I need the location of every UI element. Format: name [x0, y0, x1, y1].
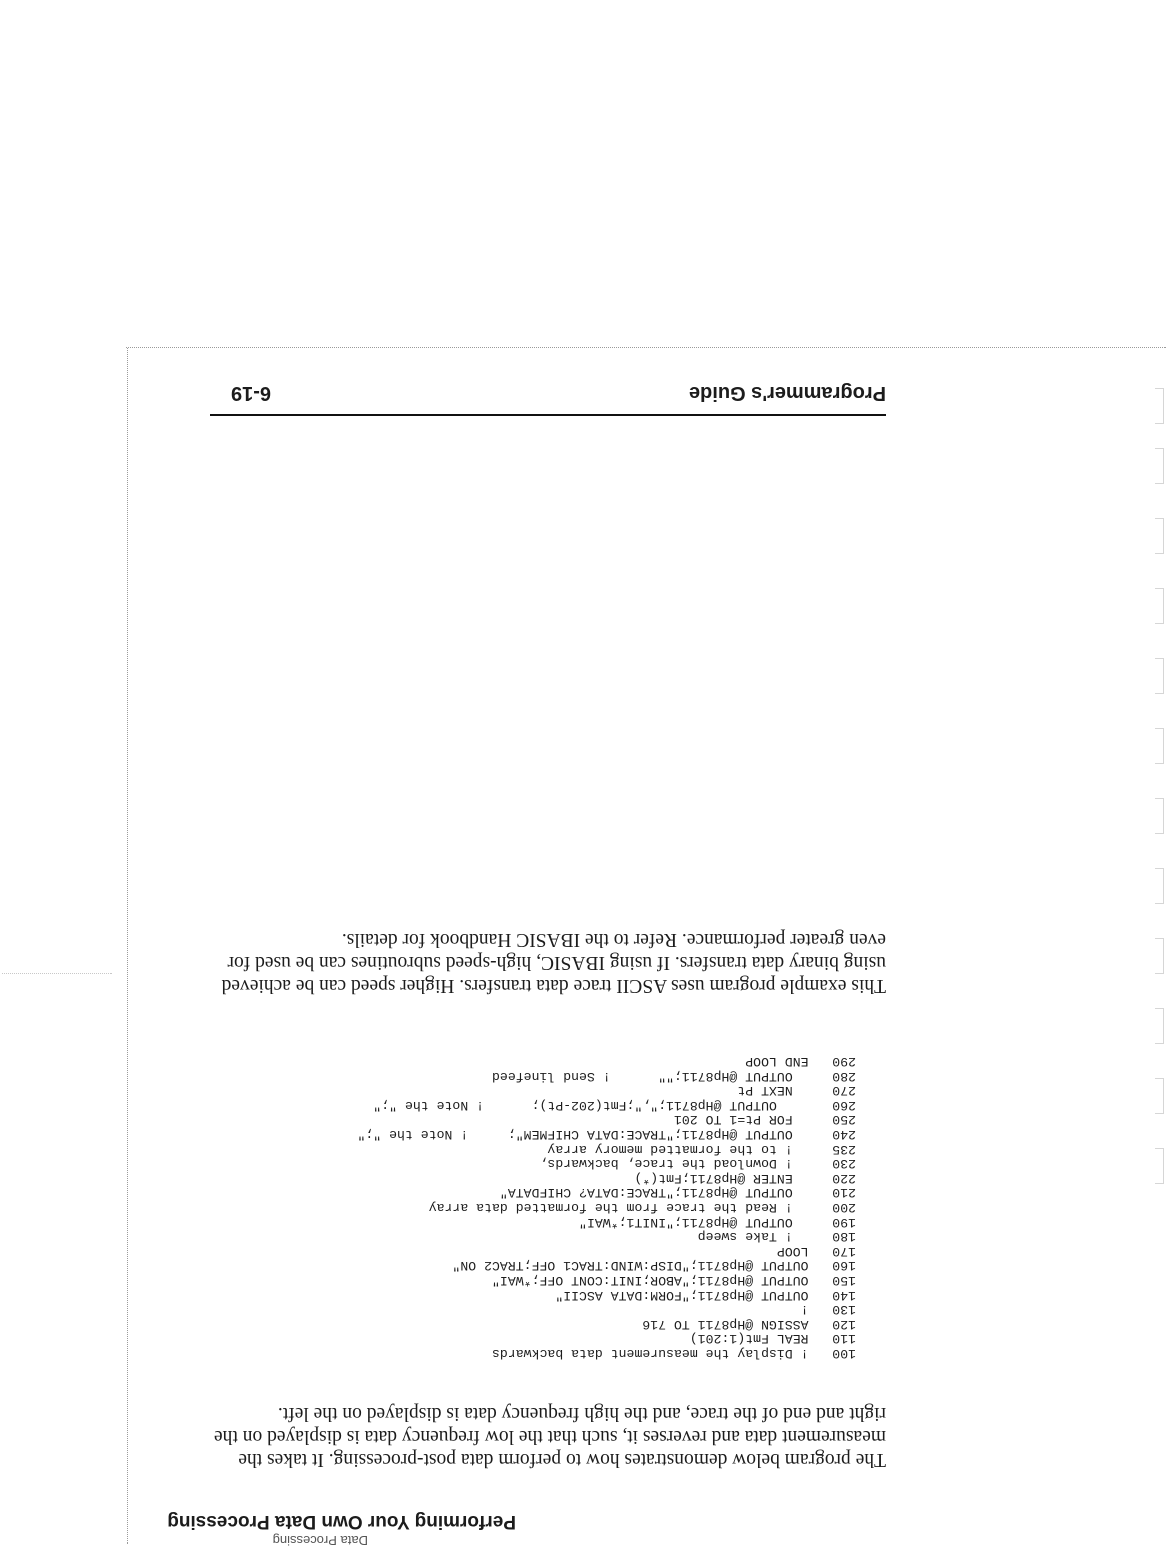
scan-artifact	[2, 973, 112, 974]
section-header: Performing Your Own Data Processing	[167, 1511, 516, 1532]
code-line: 180 ! Take sweep	[697, 1229, 856, 1245]
binding-mark	[1155, 388, 1164, 424]
code-line: 130 !	[800, 1302, 856, 1318]
page-edge-vertical	[127, 348, 128, 1544]
code-line: 290 END LOOP	[745, 1054, 856, 1070]
outro-paragraph: This example program uses ASCII trace data transfers. Higher speed can be achieved using binary data transfers. If using IBASIC, high-speed subroutines can be used for even greater performance. Refer to the IBASIC Handbook for details.	[221, 929, 886, 996]
code-listing	[216, 1054, 856, 1360]
binding-mark	[1155, 658, 1164, 694]
code-line: 230 ! Download the trace, backwards,	[539, 1156, 856, 1172]
binding-mark	[1155, 518, 1164, 554]
cut-off-header-fragment: Data Processing	[272, 1533, 368, 1548]
code-line: 260 OUTPUT @Hp8711;",";Fmt(202-Pt); ! Note the ";"	[373, 1097, 856, 1113]
code-line: 220 ENTER @Hp8711;Fmt(*)	[634, 1170, 856, 1186]
code-line: 280 OUTPUT @Hp8711;"" ! Send linefeed	[491, 1068, 856, 1084]
code-line: 120 ASSIGN @Hp8711 TO 716	[642, 1316, 856, 1332]
code-line: 210 OUTPUT @Hp8711;"TRACE:DATA? CHIFDATA"	[499, 1185, 856, 1201]
binding-mark	[1155, 938, 1164, 974]
code-line: 100 ! Display the measurement data backwards	[491, 1346, 856, 1361]
code-line: 270 NEXT Pt	[737, 1083, 856, 1099]
binding-mark	[1155, 1078, 1164, 1114]
binding-mark	[1155, 588, 1164, 624]
footer-divider	[210, 414, 886, 416]
code-line: 250 FOR Pt=1 TO 201	[673, 1112, 856, 1128]
code-line: 190 OUTPUT @Hp8711;"INIT1;*WAI"	[579, 1214, 856, 1230]
code-line: 160 OUTPUT @Hp8711;"DISP:WIND:TRAC1 OFF;TRAC2 ON"	[452, 1258, 856, 1274]
intro-paragraph: The program below demonstrates how to perform data post-processing. It takes the measurement data and reverses it, such that the low frequency data is displayed on the right and end of the trace, and the high frequency data is displayed on the left.	[214, 1403, 886, 1470]
code-line: 150 OUTPUT @Hp8711;"ABOR;INIT:CONT OFF;*WAI"	[491, 1273, 856, 1289]
binding-mark	[1155, 728, 1164, 764]
code-line: 200 ! Read the trace from the formatted data array	[428, 1200, 856, 1216]
binding-mark	[1155, 1008, 1164, 1044]
binding-mark	[1155, 1148, 1164, 1184]
binding-mark	[1155, 798, 1164, 834]
footer-guide-title: Programmer's Guide	[688, 382, 886, 404]
footer-page-number: 6-19	[230, 382, 271, 404]
page-edge-horizontal	[126, 347, 1166, 348]
code-line: 235 ! to the formatted memory array	[547, 1141, 856, 1157]
code-line: 240 OUTPUT @Hp8711;"TRACE:DATA CHIFMEM"; ! Note the ";"	[357, 1127, 856, 1143]
code-line: 110 REAL Fmt(1:201)	[689, 1331, 856, 1347]
binding-mark	[1155, 448, 1164, 484]
code-line: 170 LOOP	[776, 1243, 856, 1259]
code-line: 140 OUTPUT @Hp8711;"FORM:DATA ASCII"	[555, 1287, 856, 1303]
binding-mark	[1155, 868, 1164, 904]
